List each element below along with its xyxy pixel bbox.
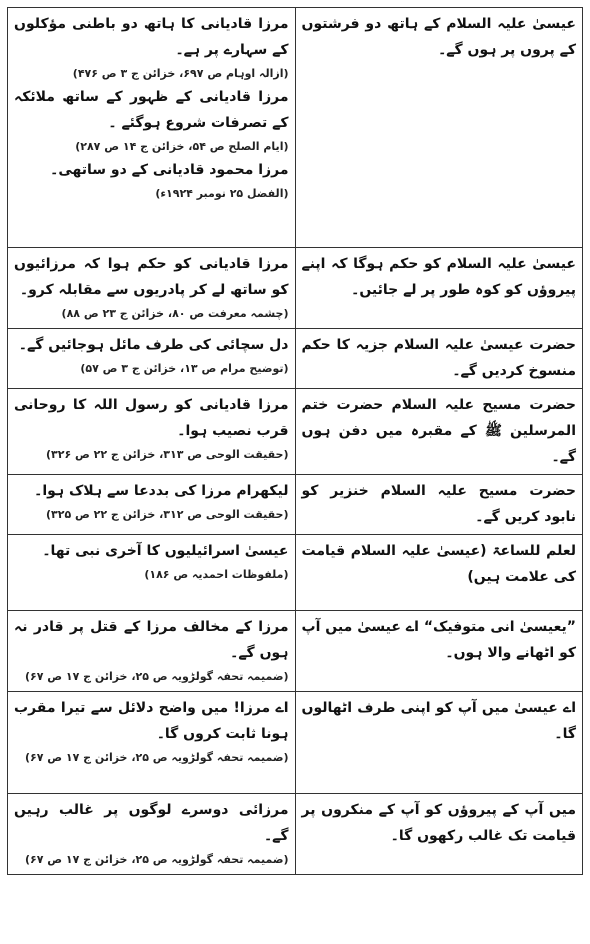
reference-citation: (ملفوظات احمدیہ ص ۱۸۶) [144, 568, 289, 581]
reference-citation: (ضمیمہ تحفہ گولڑویہ ص ۲۵، خزائن ج ۱۷ ص ۶۷) [24, 751, 289, 764]
statement-text: عیسیٰ علیہ السلام کے ہاتھ دو فرشتوں کے پروں پر ہوں گے۔ [301, 16, 576, 58]
table-body [8, 8, 583, 875]
table-row [8, 535, 583, 611]
claim-cell [295, 329, 583, 389]
statement-text: مرزا کے مخالف مرزا کے قتل پر قادر نہ ہوں گے۔ [14, 619, 289, 661]
statement-text: عیسیٰ علیہ السلام کو حکم ہوگا کہ اپنے پیروؤں کو کوہ طور پر لے جائیں۔ [301, 256, 576, 298]
mirza-cell [8, 611, 296, 692]
claim-cell [295, 535, 583, 611]
table-row [8, 475, 583, 535]
reference-citation: (چشمہ معرفت ص ۸۰، خزائن ج ۲۳ ص ۸۸) [61, 307, 289, 320]
statement-text: مرزا قادیانی کا ہاتھ دو باطنی مؤکلوں کے سہارے پر ہے۔ [14, 16, 289, 58]
statement-text: میں آپ کے پیروؤں کو آپ کے منکروں پر قیامت تک غالب رکھوں گا۔ [301, 802, 576, 844]
table-row [8, 329, 583, 389]
statement-text: اے عیسیٰ میں آپ کو اپنی طرف اٹھالوں گا۔ [301, 700, 576, 742]
statement-text: لعلم للساعۃ (عیسیٰ علیہ السلام قیامت کی علامت ہیں) [301, 543, 576, 585]
statement-text: مرزا محمود قادیانی کے دو ساتھی۔ [50, 162, 289, 178]
reference-citation: (الفضل ۲۵ نومبر ۱۹۲۴ء) [155, 187, 289, 200]
table-row [8, 794, 583, 875]
reference-citation: (ازالہ اوہام ص ۶۹۷، خزائن ج ۳ ص ۴۷۶) [72, 67, 289, 80]
reference-citation: (حقیقت الوحی ص ۳۱۲، خزائن ج ۲۲ ص ۳۲۵) [46, 508, 289, 521]
mirza-cell [8, 692, 296, 794]
statement-text: مرزا قادیانی کے ظہور کے ساتھ ملائکہ کے تصرفات شروع ہوگئے ۔ [14, 89, 289, 131]
claim-cell [295, 248, 583, 329]
statement-text: حضرت عیسیٰ علیہ السلام جزیہ کا حکم منسوخ کردیں گے۔ [301, 337, 576, 379]
reference-citation: (توضیح مرام ص ۱۳، خزائن ج ۳ ص ۵۷) [80, 362, 289, 375]
statement-text: دل سچائی کی طرف مائل ہوجائیں گے۔ [18, 337, 289, 353]
statement-text: حضرت مسیح علیہ السلام خنزیر کو نابود کریں گے۔ [301, 483, 576, 525]
statement-text: ”یعیسیٰ انی متوفیک“ اے عیسیٰ میں آپ کو اٹھانے والا ہوں۔ [301, 619, 576, 661]
statement-text: مرزا قادیانی کو حکم ہوا کہ مرزائیوں کو ساتھ لے کر پادریوں سے مقابلہ کرو۔ [14, 256, 289, 298]
statement-text: لیکھرام مرزا کی بددعا سے ہلاک ہوا۔ [34, 483, 289, 499]
claim-cell [295, 692, 583, 794]
statement-text: اے مرزا! میں واضح دلائل سے تیرا مقرب ہونا ثابت کروں گا۔ [14, 700, 289, 742]
statement-text: حضرت مسیح علیہ السلام حضرت ختم المرسلین ﷺ کے مقبرہ میں دفن ہوں گے۔ [301, 397, 576, 465]
statement-text: مرزائی دوسرے لوگوں پر غالب رہیں گے۔ [14, 802, 289, 844]
statement-text: مرزا قادیانی کو رسول اللہ کا روحانی قرب نصیب ہوا۔ [14, 397, 289, 439]
table-row [8, 8, 583, 248]
mirza-cell [8, 248, 296, 329]
claim-cell [295, 794, 583, 875]
table-row [8, 611, 583, 692]
comparison-document [7, 7, 583, 875]
claim-cell [295, 475, 583, 535]
reference-citation: (حقیقت الوحی ص ۳۱۳، خزائن ج ۲۲ ص ۳۲۶) [46, 448, 289, 461]
comparison-table [7, 7, 583, 875]
mirza-cell [8, 475, 296, 535]
claim-cell [295, 8, 583, 248]
statement-text: عیسیٰ اسرائیلیوں کا آخری نبی تھا۔ [42, 543, 289, 559]
reference-citation: (ایام الصلح ص ۵۴، خزائن ج ۱۴ ص ۲۸۷) [75, 140, 289, 153]
mirza-cell [8, 794, 296, 875]
reference-citation: (ضمیمہ تحفہ گولڑویہ ص ۲۵، خزائن ج ۱۷ ص ۶۷) [24, 670, 289, 683]
mirza-cell [8, 389, 296, 475]
mirza-cell [8, 329, 296, 389]
claim-cell [295, 611, 583, 692]
table-row [8, 248, 583, 329]
table-row [8, 692, 583, 794]
reference-citation: (ضمیمہ تحفہ گولڑویہ ص ۲۵، خزائن ج ۱۷ ص ۶۷) [24, 853, 289, 866]
mirza-cell [8, 535, 296, 611]
mirza-cell [8, 8, 296, 248]
claim-cell [295, 389, 583, 475]
table-row [8, 389, 583, 475]
